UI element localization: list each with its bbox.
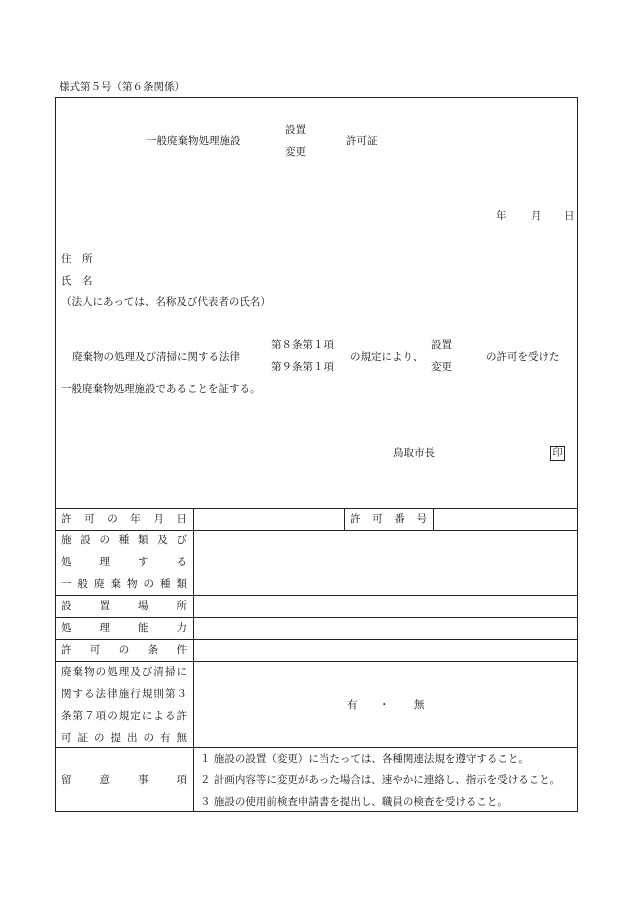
article-8: 第８条第１項 — [271, 339, 334, 351]
table-column-rule — [433, 508, 434, 530]
facility-type-label-line1: 施設の種類及び — [61, 534, 187, 546]
conditions-label: 許可の条件 — [61, 644, 187, 656]
title-option-install: 設置 — [285, 124, 306, 136]
table-row-rule — [55, 617, 578, 618]
table-row-rule — [55, 639, 578, 640]
table-row-rule — [55, 661, 578, 662]
cert-option-install: 設置 — [431, 339, 452, 351]
issuer-name: 鳥取市長 — [393, 447, 435, 459]
address-label: 住 所 — [61, 253, 93, 265]
name-label: 氏 名 — [61, 275, 93, 287]
note-item: ２ 計画内容等に変更があった場合は、速やかに連絡し、指示を受けること。 — [200, 774, 561, 786]
certificate-frame — [55, 97, 578, 812]
notes-label: 留意事項 — [61, 774, 187, 786]
table-column-rule — [344, 508, 345, 530]
certificate-title: 一般廃棄物処理施設 — [146, 135, 241, 147]
table-row-rule — [55, 530, 578, 531]
article-9: 第９条第１項 — [271, 361, 334, 373]
provision-text: の規定により、 — [350, 351, 424, 363]
title-suffix: 許可証 — [346, 135, 378, 147]
title-option-change: 変更 — [285, 146, 306, 158]
table-row-rule — [55, 595, 578, 596]
date-year: 年 — [496, 210, 507, 222]
capacity-label: 処理能力 — [61, 622, 187, 634]
permit-number-label: 許可番号 — [350, 513, 427, 525]
submission-no: 無 — [414, 699, 425, 711]
note-item: １ 施設の設置（変更）に当たっては、各種関連法規を遵守すること。 — [200, 753, 529, 765]
facility-type-label-line2: 処理する — [61, 556, 187, 568]
form-number: 様式第５号（第６条関係） — [59, 81, 185, 93]
certification-closing: 一般廃棄物処理施設であることを証する。 — [61, 383, 261, 395]
corporate-note: （法人にあっては、名称及び代表者の氏名） — [61, 296, 271, 308]
location-label: 設置場所 — [61, 600, 187, 612]
facility-type-label-line3: 一般廃棄物の種類 — [61, 578, 187, 590]
table-top-rule — [55, 508, 578, 509]
note-item: ３ 施設の使用前検査申請書を提出し、職員の検査を受けること。 — [200, 796, 508, 808]
submission-label-line2: 関する法律施行規則第３ — [61, 688, 187, 700]
law-title: 廃棄物の処理及び清掃に関する法律 — [72, 351, 240, 363]
submission-label-line3: 条第７項の規定による許 — [61, 710, 187, 722]
table-row-rule — [55, 747, 578, 748]
seal-stamp-box: 印 — [550, 446, 565, 461]
submission-label-line1: 廃棄物の処理及び清掃に — [61, 666, 187, 678]
cert-option-change: 変更 — [431, 361, 452, 373]
submission-yes: 有 — [347, 699, 358, 711]
table-column-rule — [193, 508, 194, 812]
date-month: 月 — [531, 210, 542, 222]
submission-label-line4: 可証の提出の有無 — [61, 732, 187, 744]
date-day: 日 — [564, 210, 575, 222]
submission-separator: ・ — [379, 699, 390, 711]
permit-date-label: 許可の年月日 — [61, 513, 187, 525]
permit-received-text: の許可を受けた — [486, 351, 560, 363]
